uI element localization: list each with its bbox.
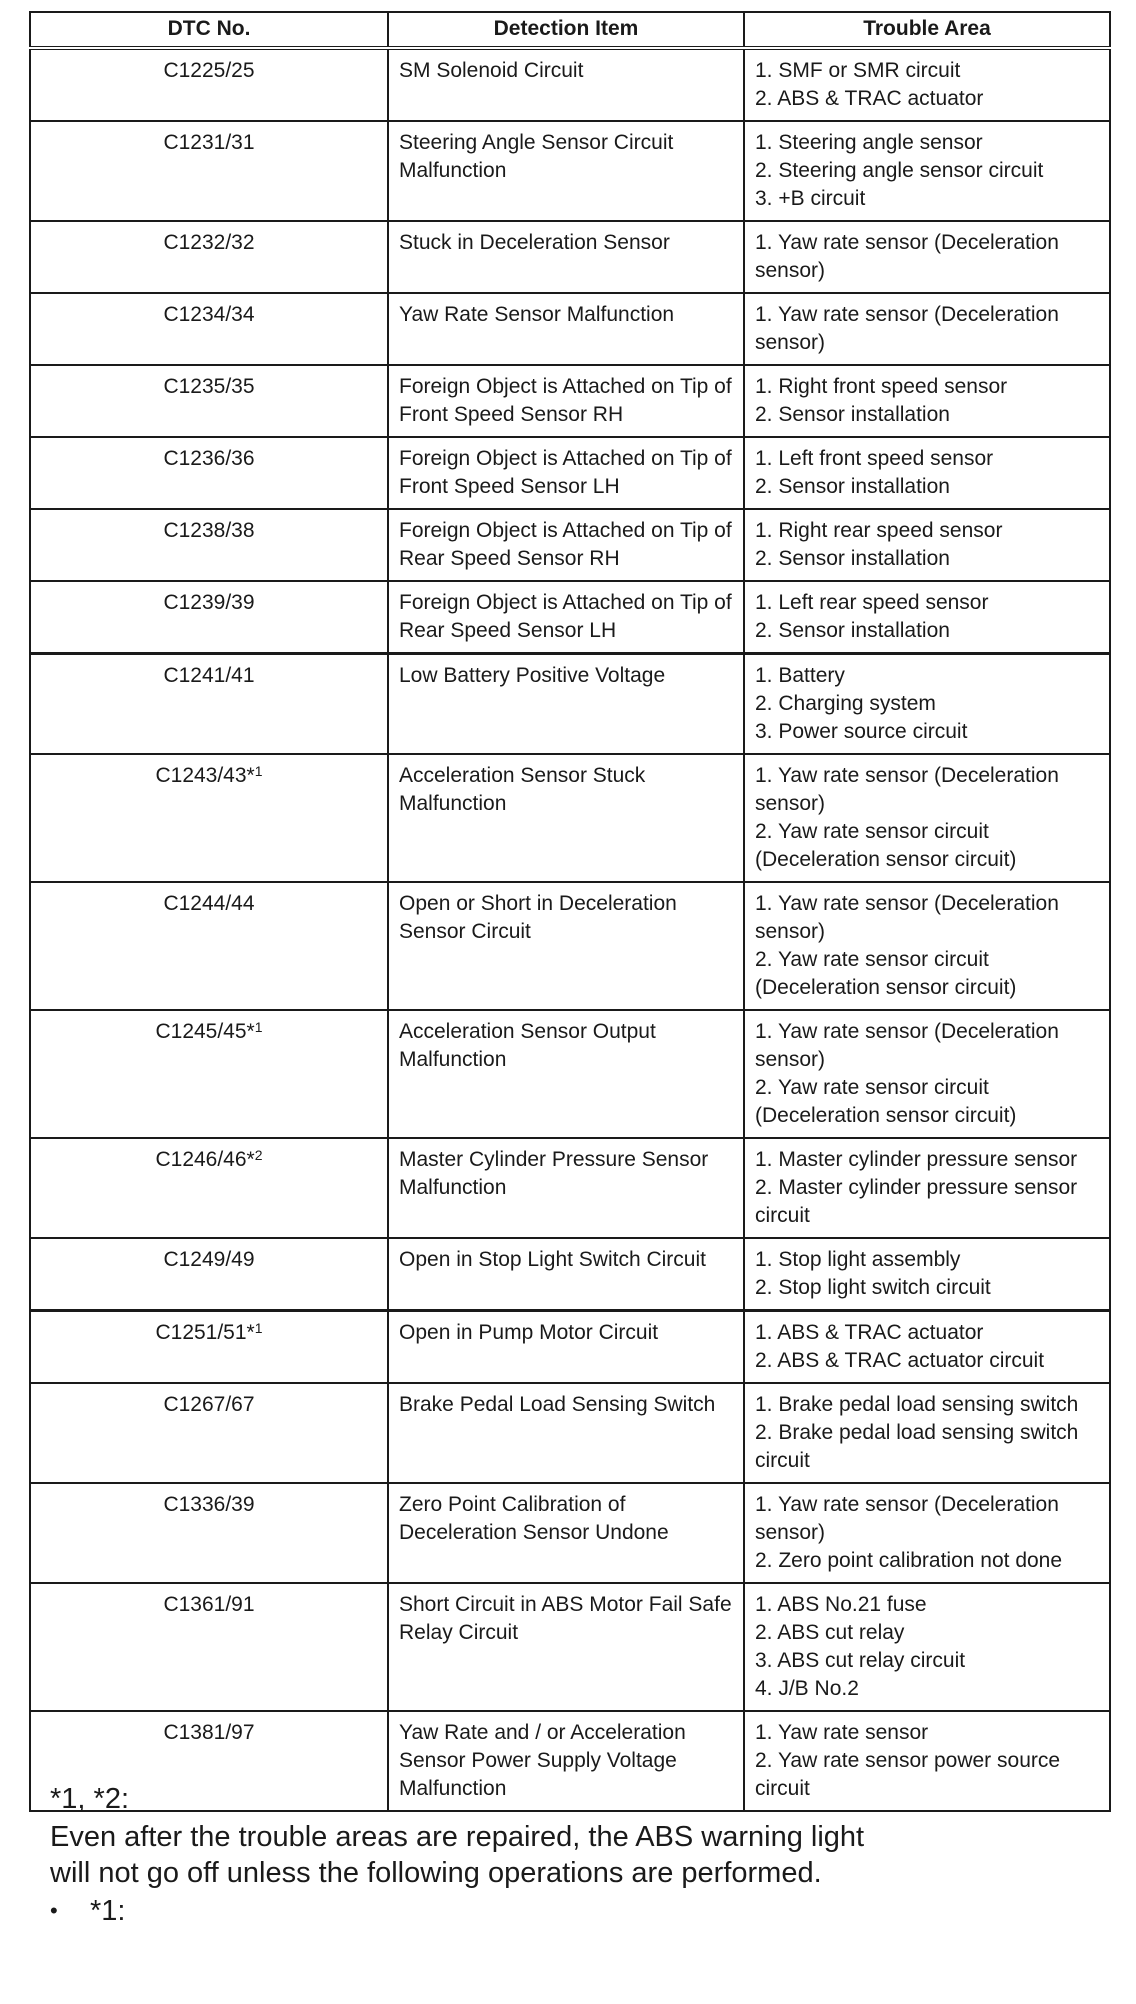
table-row [30,1583,1110,1711]
trouble-area-item: 2. Brake pedal load sensing switch circuit [755,1421,1079,1472]
detection-item: Zero Point Calibration of Deceleration Sensor Undone [388,1483,744,1583]
dtc-code: C1336/39 [163,1493,255,1516]
dtc-code: C1235/35 [163,375,255,398]
dtc-code-cell [30,365,388,437]
trouble-area-item: 1. Yaw rate sensor (Deceleration sensor) [755,764,1059,815]
table-row [30,882,1110,1010]
trouble-area-cell [744,581,1110,654]
dtc-code: C1238/38 [163,519,255,542]
trouble-area-item: 3. +B circuit [755,187,866,210]
trouble-area-item: 1. Left rear speed sensor [755,591,989,614]
detection-item: Foreign Object is Attached on Tip of Front Speed Sensor LH [388,437,744,509]
footnote-ref: 1 [254,1019,263,1035]
trouble-area-item: 1. SMF or SMR circuit [755,59,961,82]
dtc-code: C1249/49 [163,1248,255,1271]
trouble-area-item: 2. Steering angle sensor circuit [755,159,1044,182]
table-row [30,1010,1110,1138]
dtc-code-cell [30,121,388,221]
footnote-markers: *1, *2: [50,1783,129,1815]
trouble-area-item: 2. Master cylinder pressure sensor circuit [755,1176,1078,1227]
dtc-code-cell [30,1583,388,1711]
header-detection-item: Detection Item [388,12,744,48]
detection-item: Yaw Rate Sensor Malfunction [388,293,744,365]
dtc-code-cell [30,581,388,654]
trouble-area-item: 4. J/B No.2 [755,1677,859,1700]
dtc-code: C1232/32 [163,231,255,254]
table-row [30,365,1110,437]
dtc-code-cell [30,48,388,121]
trouble-area-item: 1. Yaw rate sensor (Deceleration sensor) [755,1020,1059,1071]
dtc-code: C1243/43* [155,764,255,787]
dtc-code-cell [30,221,388,293]
trouble-area-item: 1. Yaw rate sensor [755,1721,929,1744]
footnote [50,1781,870,1929]
dtc-code-cell [30,754,388,882]
header-dtc-no: DTC No. [30,12,388,48]
trouble-area-item: 2. Sensor installation [755,547,950,570]
table-row [30,1238,1110,1311]
trouble-area-cell [744,365,1110,437]
dtc-code: C1246/46* [155,1148,255,1171]
header-row [30,12,1110,48]
trouble-area-item: 2. Sensor installation [755,403,950,426]
trouble-area-item: 1. ABS No.21 fuse [755,1593,927,1616]
table-row [30,48,1110,121]
detection-item: Foreign Object is Attached on Tip of Rear Speed Sensor LH [388,581,744,654]
trouble-area-item: 1. Yaw rate sensor (Deceleration sensor) [755,892,1059,943]
bullet-icon: • [50,1898,58,1923]
detection-item: Steering Angle Sensor Circuit Malfunction [388,121,744,221]
trouble-area-cell [744,121,1110,221]
trouble-area-cell [744,1238,1110,1311]
trouble-area-cell [744,1311,1110,1384]
trouble-area-item: 1. Yaw rate sensor (Deceleration sensor) [755,231,1059,282]
dtc-code-cell [30,509,388,581]
trouble-area-item: 2. Yaw rate sensor circuit (Deceleration sensor circuit) [755,948,1017,999]
detection-item: Open in Stop Light Switch Circuit [388,1238,744,1311]
table-row [30,581,1110,654]
dtc-code-cell [30,1483,388,1583]
dtc-code: C1251/51* [155,1321,255,1344]
header-trouble-area: Trouble Area [744,12,1110,48]
trouble-area-item: 2. Zero point calibration not done [755,1549,1063,1572]
trouble-area-cell [744,1483,1110,1583]
dtc-code-cell [30,1238,388,1311]
trouble-area-cell [744,221,1110,293]
footnote-bullet [50,1893,870,1929]
trouble-area-item: 1. Brake pedal load sensing switch [755,1393,1079,1416]
table-row [30,1383,1110,1483]
table-row [30,1483,1110,1583]
trouble-area-item: 2. ABS & TRAC actuator [755,87,984,110]
dtc-code: C1267/67 [163,1393,255,1416]
trouble-area-item: 1. Right front speed sensor [755,375,1008,398]
detection-item: Yaw Rate and / or Acceleration Sensor Power Supply Voltage Malfunction [388,1711,744,1811]
trouble-area-item: 1. Left front speed sensor [755,447,994,470]
dtc-table-header [30,12,1110,48]
dtc-code: C1245/45* [155,1020,255,1043]
trouble-area-cell [744,437,1110,509]
trouble-area-item: 1. Stop light assembly [755,1248,961,1271]
detection-item: Foreign Object is Attached on Tip of Front Speed Sensor RH [388,365,744,437]
table-row [30,221,1110,293]
table-row [30,121,1110,221]
trouble-area-item: 1. Yaw rate sensor (Deceleration sensor) [755,1493,1059,1544]
trouble-area-cell [744,509,1110,581]
detection-item: Open in Pump Motor Circuit [388,1311,744,1384]
trouble-area-item: 2. Yaw rate sensor circuit (Deceleration sensor circuit) [755,820,1017,871]
dtc-code: C1381/97 [163,1721,255,1744]
table-row [30,437,1110,509]
table-row [30,654,1110,755]
detection-item: Brake Pedal Load Sensing Switch [388,1383,744,1483]
trouble-area-item: 1. Steering angle sensor [755,131,983,154]
dtc-code-cell [30,1383,388,1483]
detection-item: Short Circuit in ABS Motor Fail Safe Relay Circuit [388,1583,744,1711]
dtc-code-cell [30,293,388,365]
detection-item: Acceleration Sensor Stuck Malfunction [388,754,744,882]
trouble-area-item: 2. Yaw rate sensor circuit (Deceleration sensor circuit) [755,1076,1017,1127]
dtc-code: C1231/31 [163,131,255,154]
trouble-area-item: 2. Stop light switch circuit [755,1276,991,1299]
detection-item: Open or Short in Deceleration Sensor Circuit [388,882,744,1010]
trouble-area-item: 1. Yaw rate sensor (Deceleration sensor) [755,303,1059,354]
dtc-code: C1241/41 [163,664,255,687]
table-row [30,754,1110,882]
trouble-area-cell [744,48,1110,121]
dtc-code-cell [30,1311,388,1384]
dtc-code: C1244/44 [163,892,255,915]
trouble-area-item: 2. ABS & TRAC actuator circuit [755,1349,1045,1372]
dtc-code-cell [30,882,388,1010]
detection-item: SM Solenoid Circuit [388,48,744,121]
trouble-area-cell [744,1383,1110,1483]
dtc-code-cell [30,1010,388,1138]
trouble-area-item: 2. Sensor installation [755,619,950,642]
trouble-area-item: 1. Master cylinder pressure sensor [755,1148,1078,1171]
trouble-area-cell [744,1010,1110,1138]
dtc-code: C1236/36 [163,447,255,470]
detection-item: Low Battery Positive Voltage [388,654,744,755]
trouble-area-item: 2. Charging system [755,692,936,715]
trouble-area-item: 1. ABS & TRAC actuator [755,1321,984,1344]
trouble-area-cell [744,754,1110,882]
dtc-code: C1239/39 [163,591,255,614]
trouble-area-cell [744,293,1110,365]
dtc-table-body [30,48,1110,1811]
trouble-area-item: 1. Right rear speed sensor [755,519,1003,542]
detection-item: Stuck in Deceleration Sensor [388,221,744,293]
dtc-table [29,11,1111,1812]
table-row [30,509,1110,581]
trouble-area-item: 3. Power source circuit [755,720,968,743]
trouble-area-item: 2. Yaw rate sensor power source circuit [755,1749,1061,1800]
dtc-code: C1225/25 [163,59,255,82]
trouble-area-cell [744,1583,1110,1711]
trouble-area-item: 2. ABS cut relay [755,1621,905,1644]
dtc-code-cell [30,1138,388,1238]
footnote-ref: 1 [254,1320,263,1336]
dtc-code: C1234/34 [163,303,255,326]
dtc-code-cell [30,437,388,509]
dtc-code-cell [30,654,388,755]
trouble-area-cell [744,654,1110,755]
trouble-area-item: 3. ABS cut relay circuit [755,1649,966,1672]
footnote-ref: 1 [254,763,263,779]
detection-item: Master Cylinder Pressure Sensor Malfunction [388,1138,744,1238]
trouble-area-cell [744,882,1110,1010]
footnote-text: Even after the trouble areas are repaired, the ABS warning light will not go off unless the following operations are performed. [50,1821,865,1889]
trouble-area-item: 1. Battery [755,664,845,687]
detection-item: Foreign Object is Attached on Tip of Rear Speed Sensor RH [388,509,744,581]
footnote-ref: 2 [254,1147,263,1163]
detection-item: Acceleration Sensor Output Malfunction [388,1010,744,1138]
trouble-area-cell [744,1138,1110,1238]
footnote-bullet-text: *1: [90,1895,126,1927]
table-row [30,1138,1110,1238]
table-row [30,1311,1110,1384]
table-row [30,293,1110,365]
trouble-area-item: 2. Sensor installation [755,475,950,498]
dtc-code: C1361/91 [163,1593,255,1616]
